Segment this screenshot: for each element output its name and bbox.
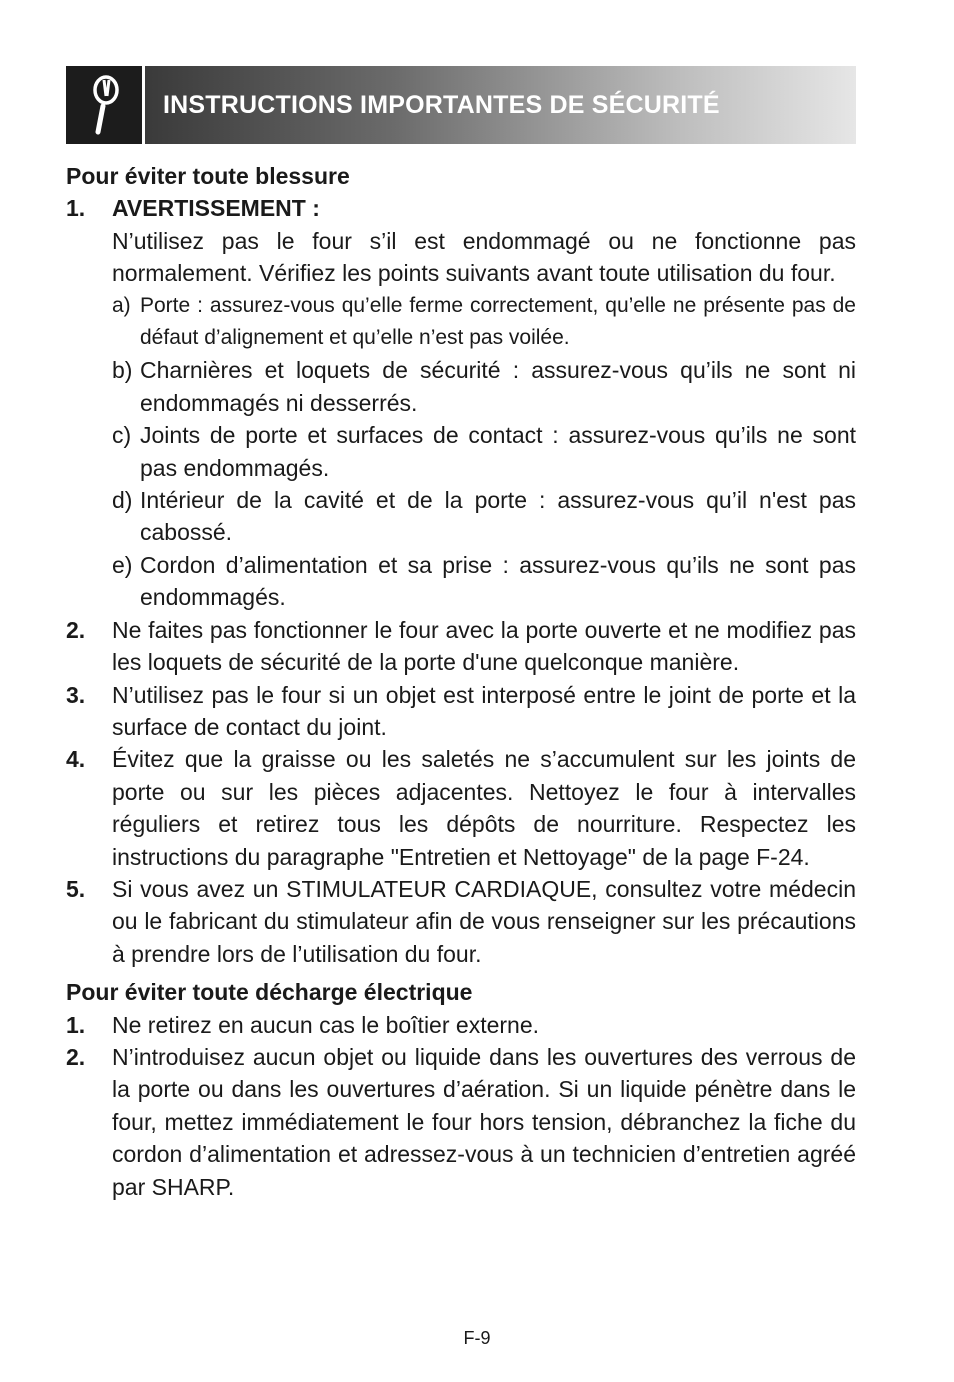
- item-text: N’introduisez aucun objet ou liquide dans les ouvertures des verrous de la porte ou dans les ouvertures d’aération. Si un liquide pénètre dans le four, mettez immédiatement le four hors tension, débranchez la fiche du cordon d’alimentation et adressez-vous à un technicien d’entretien agréé par SHARP.: [112, 1043, 856, 1200]
- list-item-body: [66, 225, 856, 290]
- list-item: [66, 743, 856, 873]
- sub-item-label: c): [112, 422, 132, 449]
- sub-item-text: Intérieur de la cavité et de la porte : assurez-vous qu’il n'est pas cabossé.: [140, 487, 856, 546]
- item-text: Évitez que la graisse ou les saletés ne s’accumulent sur les joints de porte ou sur les pièces adjacentes. Nettoyez le four à intervalles réguliers et retirez tous les dépôts de nourriture. Respectez les instructions du paragraphe "Entretien et Nettoyage" de la page F-24.: [112, 746, 856, 870]
- item-number: 1.: [66, 1011, 86, 1038]
- sub-item-label: e): [112, 551, 133, 578]
- sub-item-text: Joints de porte et surfaces de contact : assurez-vous qu’ils ne sont pas endommagés.: [140, 422, 856, 481]
- sub-item: [112, 549, 856, 614]
- item-number: 2.: [66, 1043, 86, 1070]
- item-number: 3.: [66, 681, 86, 708]
- sub-item-text: Cordon d’alimentation et sa prise : assurez-vous qu’ils ne sont pas endommagés.: [140, 551, 856, 611]
- sub-item-text: Porte : assurez-vous qu’elle ferme correctement, qu’elle ne présente pas de défaut d’alignement et qu’elle n’est pas voilée.: [140, 293, 856, 350]
- list-item: [66, 679, 856, 744]
- section-title-injury: Pour éviter toute blessure: [66, 163, 350, 189]
- sub-item: [112, 484, 856, 549]
- item-number: 2.: [66, 616, 86, 643]
- sub-item-text: Charnières et loquets de sécurité : assurez-vous qu’ils ne sont ni endommagés ni desserrés.: [140, 357, 856, 416]
- sub-item-label: d): [112, 487, 133, 514]
- main-content: [66, 160, 856, 1203]
- page-title: INSTRUCTIONS IMPORTANTES DE SÉCURITÉ: [163, 90, 720, 119]
- warning-title: AVERTISSEMENT :: [112, 195, 320, 222]
- item-text: Ne retirez en aucun cas le boîtier externe.: [112, 1011, 540, 1038]
- exclamation-info-icon: [66, 66, 142, 144]
- item-text: N’utilisez pas le four s’il est endommagé ou ne fonctionne pas normalement. Vérifiez les points suivants avant toute utilisation du four.: [112, 227, 856, 287]
- page-number: F-9: [463, 1328, 491, 1348]
- list-item: [66, 192, 856, 224]
- list-item: [66, 873, 856, 970]
- header-bar: [145, 66, 856, 144]
- item-number: 4.: [66, 746, 86, 773]
- sub-item-label: a): [112, 293, 131, 317]
- section-header: [66, 66, 856, 144]
- list-item: [66, 1041, 856, 1203]
- sub-item: [112, 290, 856, 355]
- sub-item-label: b): [112, 357, 133, 384]
- item-text: Si vous avez un STIMULATEUR CARDIAQUE, consultez votre médecin ou le fabricant du stimulateur afin de vous renseigner sur les précautions à prendre lors de l’utilisation du four.: [112, 875, 856, 967]
- item-number: 5.: [66, 875, 86, 902]
- item-number: 1.: [66, 195, 86, 222]
- sub-item: [112, 419, 856, 484]
- list-item: [66, 1009, 856, 1041]
- item-text: N’utilisez pas le four si un objet est interposé entre le joint de porte et la surface de contact du joint.: [112, 681, 856, 740]
- list-item: [66, 614, 856, 679]
- sub-item: [112, 354, 856, 419]
- item-text: Ne faites pas fonctionner le four avec la porte ouverte et ne modifiez pas les loquets de sécurité de la porte d'une quelconque manière.: [112, 616, 856, 676]
- section-title-electric: Pour éviter toute décharge électrique: [66, 979, 473, 1006]
